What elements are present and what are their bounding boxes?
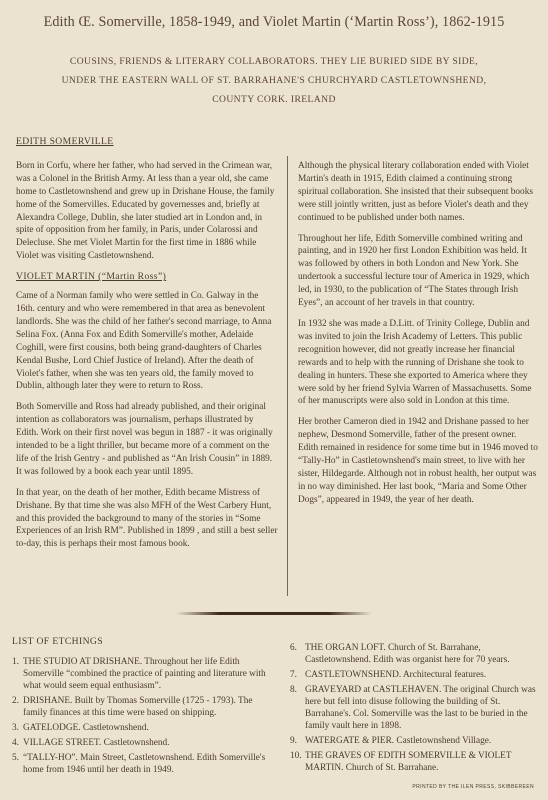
paragraph-painting-career: Throughout her life, Edith Somerville combined writing and painting, and in 1920 her first London Exhibition was held. It was followed by others in both London and New York. She undertook a successful lecture tour of America in 1929, which led, in 1930, to the publication of “The States through Irish Eyes”, an account of her travels in that country. [298, 233, 530, 309]
etching-item [290, 750, 542, 774]
etching-number: 1. [12, 657, 19, 667]
etching-description: THE GRAVES OF EDITH SOMERVILLE & VIOLET MARTIN. Church of St. Barrahane. [305, 751, 512, 773]
etching-item [12, 722, 274, 734]
left-column [16, 136, 278, 559]
etchings-heading: LIST OF ETCHINGS [12, 636, 103, 647]
paragraph-mistress-of-drishane: In that year, on the death of her mother, Edith became Mistress of Drishane. By that time she was also MFH of the West Carbery Hunt, and this provided the background to many of the stories in “Some Experiences of an Irish RM”. Published in 1899 , and still a best seller to-day, this is perhaps their most famous book. [16, 487, 278, 550]
etchings-list-right [290, 642, 542, 777]
page-subtitle: COUSINS, FRIENDS & LITERARY COLLABORATORS. THEY LIE BURIED SIDE BY SIDE, UNDER THE EASTERN WALL OF ST. BARRAHANE'S CHURCHYARD CASTLETOWNSHEND, COUNTY CORK. IRELAND [61, 56, 487, 105]
etching-number: 4. [12, 738, 19, 748]
etching-number: 3. [12, 723, 19, 733]
column-divider [287, 156, 288, 596]
etchings-list-left [12, 656, 274, 779]
etching-description: THE ORGAN LOFT. Church of St. Barrahane, Castletownshend. Edith was organist here for 70 years. [305, 643, 510, 665]
etching-item [290, 684, 542, 732]
etching-number: 7. [290, 670, 297, 680]
etching-item [290, 669, 542, 681]
paragraph-violet-bio: Came of a Norman family who were settled in Co. Galway in the 16th. century and who were remembered in that area as benevolent landlords. She was the child of her father's second marriage, to Anna Selina Fox. (Anna Fox and Edith Somerville's mother, Adelaide Coghill, were first cousins, both being grand-daughters of Charles Kendal Bushe, Lord Chief Justice of Ireland). After the death of Violet's father, when she was ten years old, the family moved to Dublin, although later they were to return to Ross. [16, 291, 272, 392]
etching-description: GRAVEYARD at CASTLEHAVEN. The original Church was here but fell into disuse following the building of St. Barrahane's. Col. Somerville was the last to be buried in the family vault here in 1898. [305, 685, 536, 731]
etching-item [290, 735, 542, 747]
etching-description: THE STUDIO AT DRISHANE. Throughout her life Edith Somerville “combined the practice of painting and literature with what would seem equal enthusiasm”. [23, 657, 266, 691]
etching-description: CASTLETOWNSHEND. Architectural features. [305, 670, 487, 680]
printer-credit: PRINTED BY THE ILEN PRESS, SKIBBEREEN [412, 784, 534, 790]
heading-violet-martin: VIOLET MARTIN (“Martin Ross”) [16, 271, 167, 283]
paragraph-dlitt: In 1932 she was made a D.Litt. of Trinity College, Dublin and was invited to join the Irish Academy of Letters. This public recognition however, did not greatly increase her financial rewards and to help with the running of Drishane she took to dealing in hunters. These she exported to America where they were sold by her friend Sylvia Warren of Massachusetts. Some of her manuscripts were also sold in London at this time. [298, 318, 532, 407]
etching-item [290, 642, 542, 666]
etching-item [12, 695, 274, 719]
paragraph-spiritual-collaboration: Although the physical literary collaboration ended with Violet Martin's death in 1915, Edith claimed a continuing strong spiritual collaboration. She insisted that their subsequent books were still jointly written, just as before Violet's death and they continued to be published under both names. [298, 161, 533, 223]
etching-number: 10. [290, 751, 302, 761]
etching-number: 6. [290, 643, 297, 653]
etching-item [12, 656, 274, 692]
etching-number: 9. [290, 736, 297, 746]
etching-item [12, 752, 274, 776]
paragraph-collaboration: Both Somerville and Ross had already published, and their original intention as collaborators was journalism, perhaps illustrated by Edith. Work on their first novel was begun in 1887 - it was originally intended to be a light thriller, but became more of a comment on the life of the Irish Gentry - and published as “An Irish Cousin” in 1889. It was followed by a book each year until 1895. [16, 402, 273, 477]
paragraph-edith-bio: Born in Corfu, where her father, who had served in the Crimean war, was a Colonel in the British Army. At less than a year old, she came home to Castletownshend and grew up in Drishane House, the family home of the Somervilles. Educated by governesses and, briefly at Alexandra College, Dublin, she later studied art in London and, in spite of opposition from her family, in Paris, under Colarossi and Delecluse. She met Violet Martin for the first time in 1886 while Violet was visiting Castletownshend. [16, 160, 275, 262]
ornamental-divider [176, 612, 372, 615]
etching-description: “TALLY-HO”. Main Street, Castletownshend. Edith Somerville's home from 1946 until her death in 1949. [23, 753, 266, 775]
etching-description: WATERGATE & PIER. Castletownshend Village. [305, 736, 492, 746]
etching-description: VILLAGE STREET. Castletownshend. [23, 738, 170, 748]
etching-number: 2. [12, 696, 19, 706]
etching-number: 5. [12, 753, 19, 763]
heading-edith-somerville: EDITH SOMERVILLE [16, 136, 114, 147]
page-title: Edith Œ. Somerville, 1858-1949, and Violet Martin (‘Martin Ross’), 1862-1915 [43, 14, 505, 30]
etching-description: DRISHANE. Built by Thomas Somerville (1725 - 1793). The family finances at this time were based on shipping. [23, 696, 253, 718]
right-column [298, 160, 538, 515]
etching-item [12, 737, 274, 749]
etching-number: 8. [290, 685, 297, 695]
paragraph-later-life: Her brother Cameron died in 1942 and Drishane passed to her nephew, Desmond Somerville, father of the present owner. Edith remained in residence for some time but in 1946 moved to “Tally-Ho” in Castletownshend's main street, to live with her sister, Hildegarde. Although not in robust health, her output was in no way diminished. Her last book, “Maria and Some Other Dogs”, appeared in 1949, the year of her death. [298, 417, 538, 505]
etching-description: GATELODGE. Castletownshend. [23, 723, 149, 733]
